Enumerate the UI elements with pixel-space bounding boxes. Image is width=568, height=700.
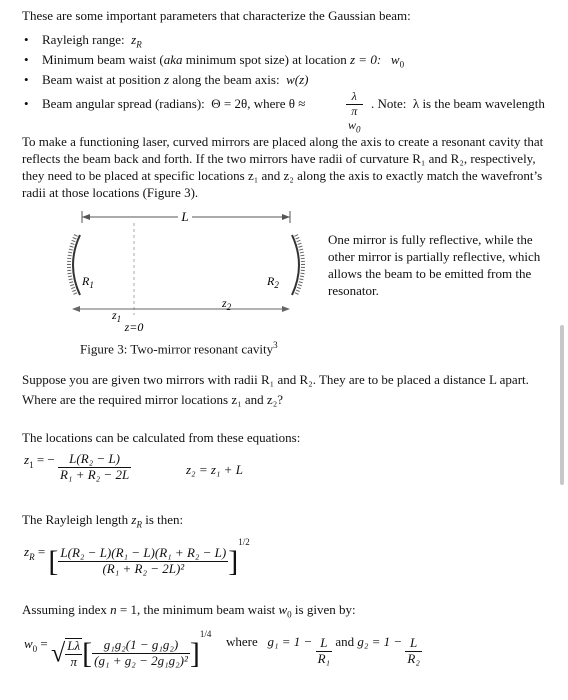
eq-sign: = xyxy=(34,544,46,560)
arrowhead-left xyxy=(82,214,90,220)
label-R2: $R_2$ xyxy=(267,274,279,290)
fraction-numerator: L xyxy=(405,636,421,652)
rayleigh-fraction xyxy=(58,546,228,577)
g2-expression: g₂ = 1 − xyxy=(357,634,403,650)
text-part: Assuming index xyxy=(22,602,111,617)
g1-fraction xyxy=(316,636,332,667)
sqrt-fraction xyxy=(65,638,82,670)
equation-z2: z₂ = z₁ + L xyxy=(186,462,243,477)
z2-arrowhead xyxy=(282,306,290,312)
fraction-denominator: R₁ xyxy=(317,650,331,666)
text-part: is then: xyxy=(141,512,184,527)
bullet-dot: • xyxy=(24,72,29,87)
subscript: R xyxy=(29,552,35,563)
z1-fraction xyxy=(58,452,131,483)
bullet-dot: • xyxy=(24,96,29,111)
fraction-numerator: λ xyxy=(346,90,363,105)
subscript: 0 xyxy=(32,644,38,655)
g2-fraction xyxy=(405,636,421,667)
figure-caption xyxy=(80,340,278,358)
waist-fraction xyxy=(92,638,190,669)
bullet-label: Minimum beam waist ( xyxy=(42,52,164,67)
subscript: R xyxy=(136,39,142,50)
bullet-label: Beam angular spread (radians): xyxy=(42,96,205,111)
right-bracket: ] xyxy=(189,637,200,670)
and-label: and xyxy=(335,634,355,650)
fraction-denominator: R₂ xyxy=(407,650,420,666)
aka-text: aka xyxy=(163,52,183,67)
intro-text: These are some important parameters that characterize the Gaussian beam: xyxy=(22,8,411,23)
exponent: 1/4 xyxy=(199,629,212,640)
subscript: 0 xyxy=(399,59,405,70)
fraction-numerator: L xyxy=(316,636,332,652)
note-label: . Note: xyxy=(371,96,407,111)
fraction-numerator: Lλ xyxy=(67,637,81,653)
paragraph-cavity: To make a functioning laser, curved mirrors are placed along the axis to create a resonant cavity that reflects the beam back and forth. If the two mirrors have radii of curvature R₁ and R₂, respectively, they need to be placed at specific locations z₁ and z₂ along the axis to exactly match the wavefront’s radii at those locations (Figure 3). xyxy=(22,134,544,200)
paragraph-waist xyxy=(22,602,550,621)
equation-min-waist xyxy=(24,629,212,673)
arrowhead-right xyxy=(282,214,290,220)
paragraph-question: Suppose you are given two mirrors with radii R₁ and R₂. They are to be placed a distance L apart. Where are the required mirror locations z₁ and z₂? xyxy=(22,372,529,407)
label-z0: z=0 xyxy=(124,320,144,334)
eq-lhs: w xyxy=(24,636,33,652)
text-part: The Rayleigh length xyxy=(22,512,132,527)
cavity-figure xyxy=(62,205,314,340)
rayleigh-symbol: z xyxy=(131,32,137,47)
fraction-denominator: (R₁ + R₂ − 2L)² xyxy=(102,561,185,576)
exponent: 1/2 xyxy=(238,537,250,548)
fraction-denominator: π xyxy=(70,653,77,669)
bullet-label: Beam waist at position xyxy=(42,72,165,87)
caption-footnote: 3 xyxy=(273,340,278,350)
fraction-numerator: L(R₂ − L) xyxy=(58,452,131,468)
paragraph-locations: The locations can be calculated from these equations: xyxy=(22,430,301,445)
subscript: 0 xyxy=(356,123,361,134)
vertical-scrollbar[interactable] xyxy=(560,325,564,485)
caption-text: Figure 3: Two-mirror resonant cavity xyxy=(80,341,274,357)
index-symbol: n xyxy=(110,602,117,617)
text-part: = 1, the minimum beam waist xyxy=(116,602,279,617)
rayleigh-symbol: z xyxy=(131,512,137,527)
label-L: L xyxy=(181,209,189,224)
bullet-dot: • xyxy=(24,52,29,67)
note-text: λ is the beam wavelength xyxy=(412,96,545,111)
bullet-dot: • xyxy=(24,32,29,47)
where-label: where xyxy=(226,634,258,650)
subscript: 1 xyxy=(29,460,34,471)
g-definitions xyxy=(226,636,422,667)
equation-z1 xyxy=(24,452,131,483)
waist-symbol: w xyxy=(278,602,288,617)
waist-function: w(z) xyxy=(286,72,309,87)
subscript: 0 xyxy=(287,609,292,620)
waist-symbol: w xyxy=(390,52,400,67)
label-R1: $R_1$ xyxy=(82,274,94,290)
bullet-label-2: along the beam axis: xyxy=(169,72,280,87)
g1-expression: g₁ = 1 − xyxy=(267,634,313,650)
label-z2: $z_2$ xyxy=(222,296,232,312)
bullet-label-2: minimum spot size) at location xyxy=(182,52,350,67)
fraction-denominator: R₁ + R₂ − 2L xyxy=(59,466,130,482)
fraction-numerator: L(R₂ − L)(R₁ − L)(R₁ + R₂ − L) xyxy=(60,545,227,561)
sqrt-sign: √ xyxy=(51,638,66,668)
z1-arrowhead xyxy=(72,306,80,312)
mirror-note: One mirror is fully reflective, while the other mirror is partially reflective, which allows the beam to be emitted from the resonator. xyxy=(328,232,541,298)
left-bracket: [ xyxy=(48,545,59,578)
paragraph-rayleigh xyxy=(22,512,550,531)
eq-lhs: z xyxy=(24,452,30,468)
left-bracket: [ xyxy=(82,637,93,670)
subscript: R xyxy=(136,519,142,530)
equation-rayleigh xyxy=(24,537,250,581)
angle-fraction xyxy=(346,90,363,134)
fraction-denominator: π w xyxy=(348,103,358,132)
location-text: z = 0: xyxy=(350,52,382,67)
right-bracket: ] xyxy=(228,545,239,578)
bullet-label: Rayleigh range: xyxy=(42,32,125,47)
fraction-denominator: (g₁ + g₂ − 2g₁g₂)² xyxy=(94,653,188,668)
angle-equation: Θ = 2θ, where θ ≈ xyxy=(211,96,306,111)
eq-lhs: z xyxy=(24,544,30,560)
label-z1: $z_1$ xyxy=(112,308,122,324)
text-part: is given by: xyxy=(291,602,356,617)
z-var: z xyxy=(164,72,170,87)
eq-sign: = xyxy=(37,636,48,652)
eq-sign: = − xyxy=(33,452,55,468)
fraction-numerator: g₁g₂(1 − g₁g₂) xyxy=(92,638,190,654)
